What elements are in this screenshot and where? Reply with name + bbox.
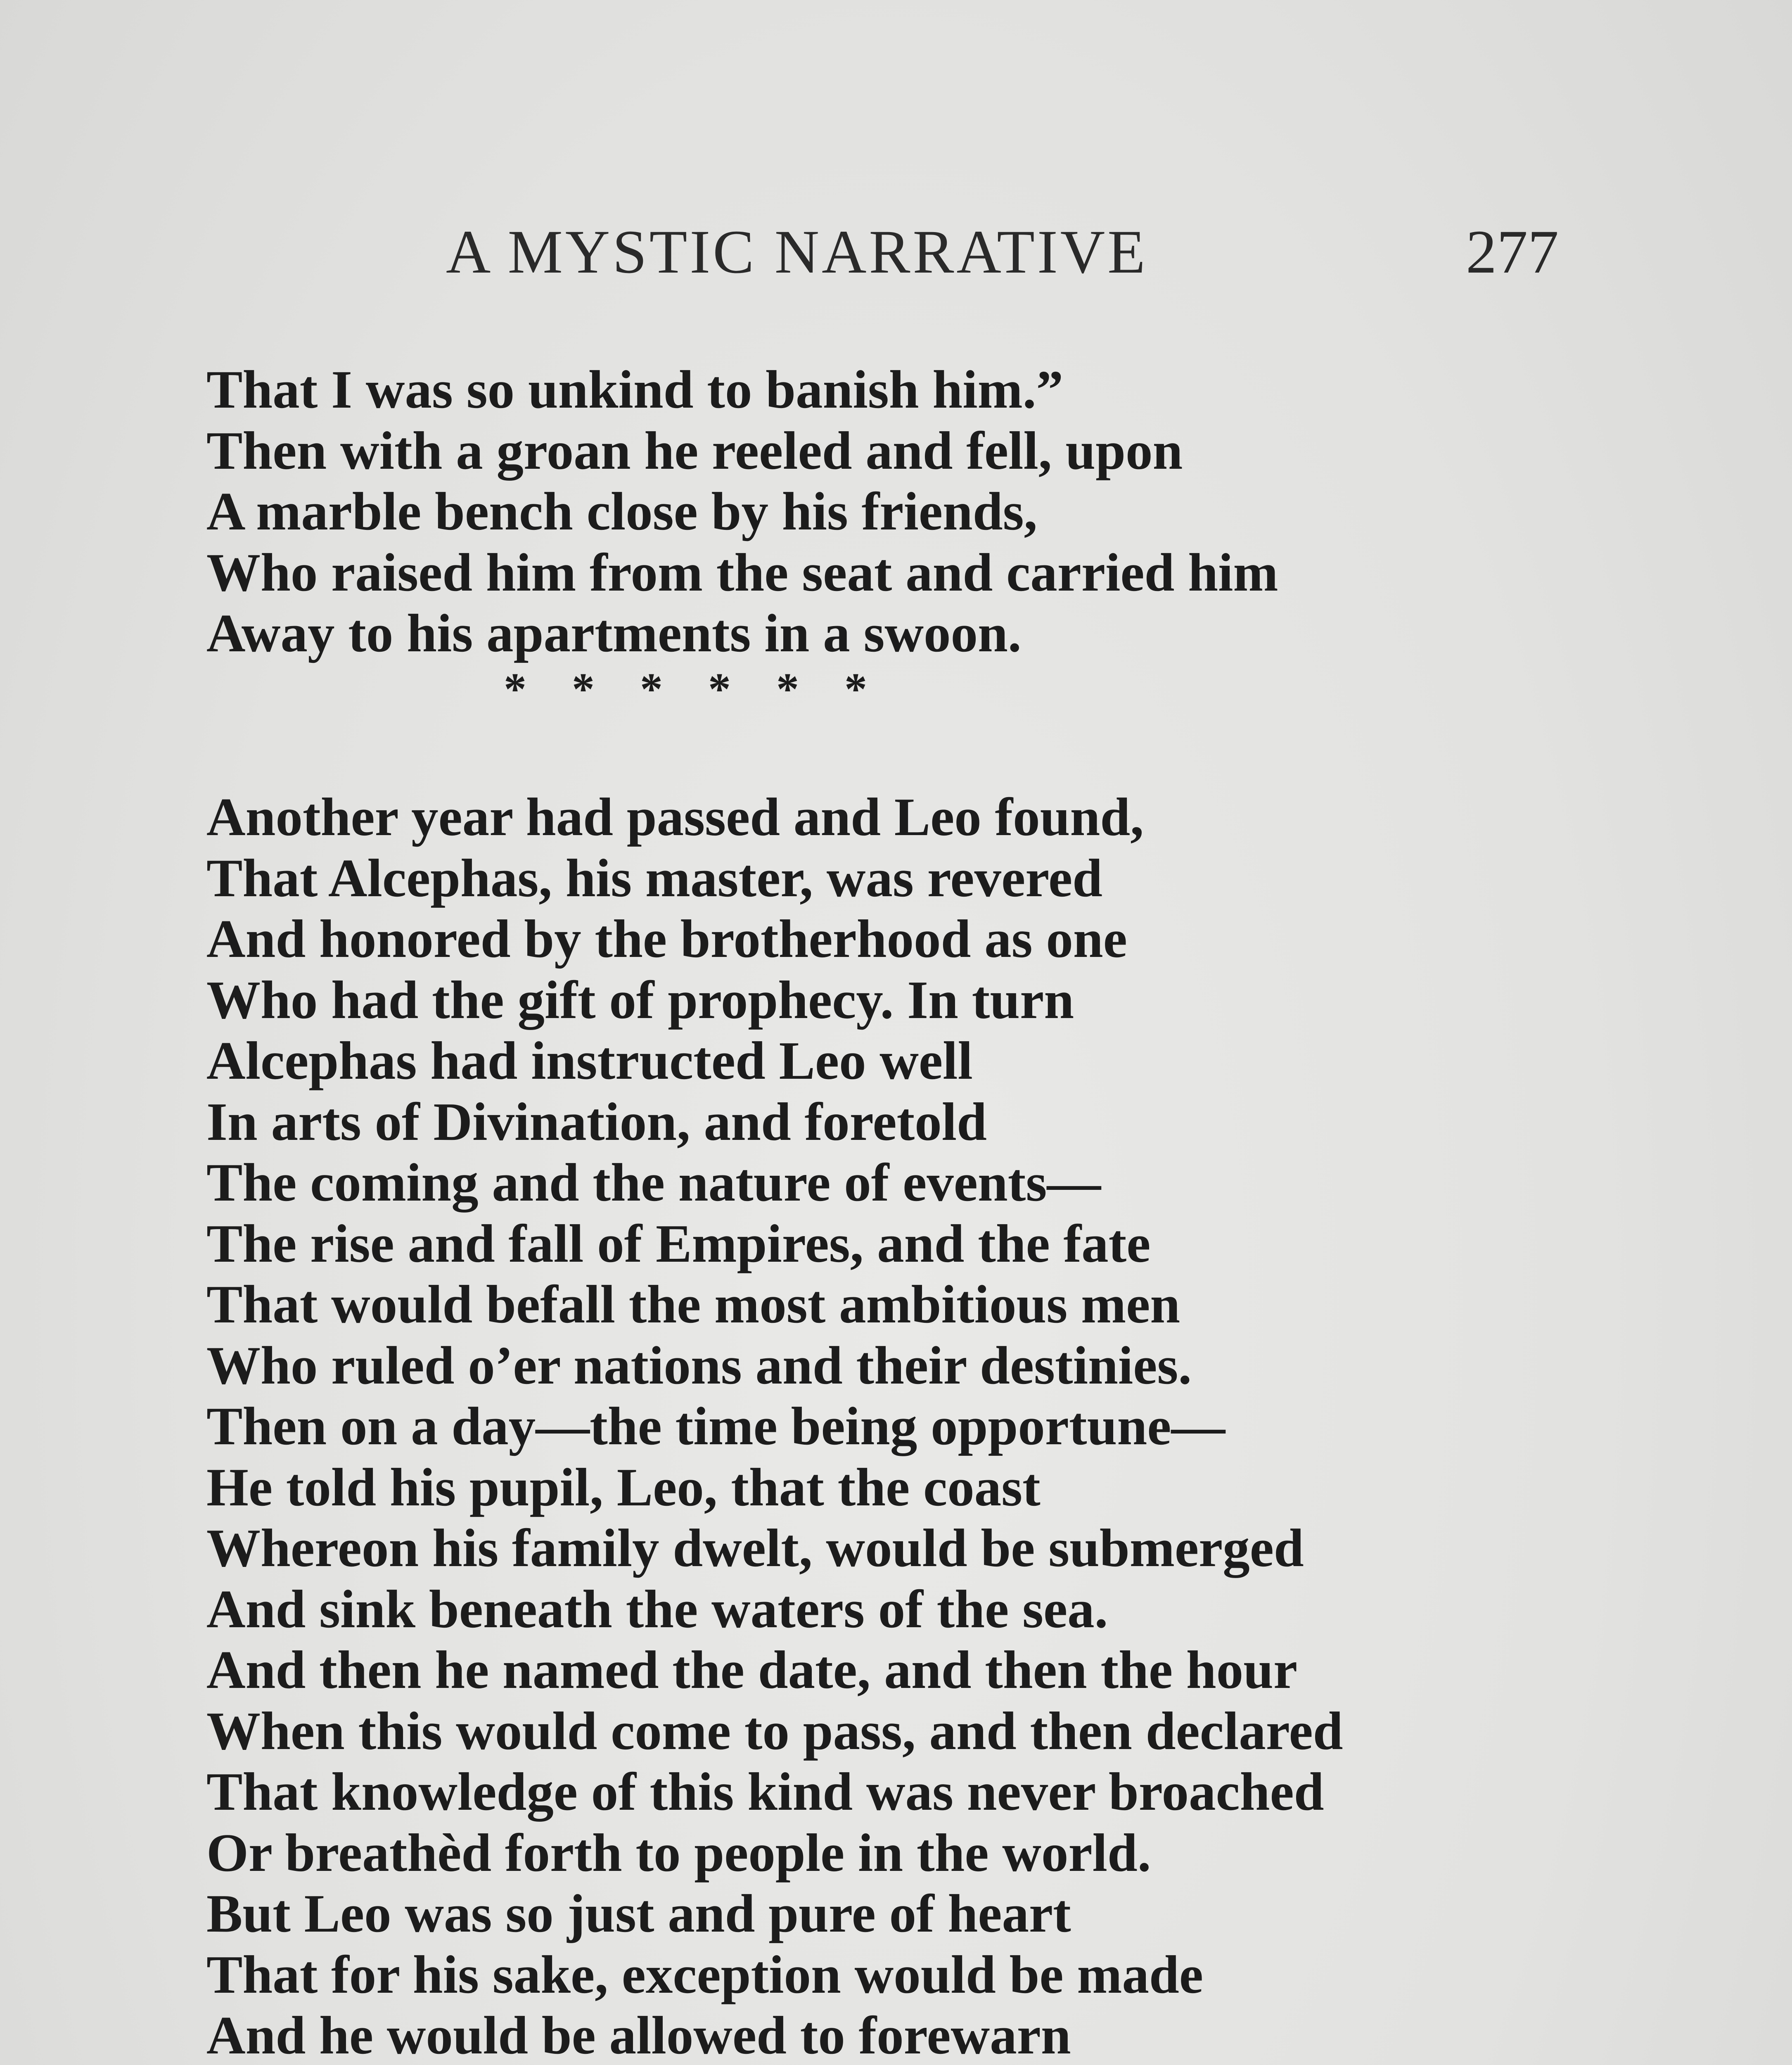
poem-line: Then with a groan he reeled and fell, upon [206, 420, 1183, 481]
poem-line: And then he named the date, and then the hour [206, 1640, 1298, 1700]
stanza-1 [206, 359, 1610, 664]
running-head: A MYSTIC NARRATIVE [446, 218, 1148, 286]
poem-line: A marble bench close by his friends, [206, 482, 1038, 541]
poem-line: That I was so unkind to banish him.” [206, 360, 1064, 420]
poem-line: Another year had passed and Leo found, [206, 787, 1144, 847]
page-header [0, 215, 1792, 289]
poem-line: That would befall the most ambitious men [206, 1275, 1180, 1334]
poem-line: The coming and the nature of events— [206, 1153, 1101, 1213]
poem-line: Who raised him from the seat and carried him [206, 542, 1278, 603]
poem-line: Who had the gift of prophecy. In turn [206, 970, 1074, 1030]
poem-line: But Leo was so just and pure of heart [206, 1884, 1071, 1944]
poem-line: Who ruled o’er nations and their destinies. [206, 1335, 1192, 1396]
poem-line: Away to his apartments in a swoon. [206, 603, 1022, 663]
poem-body [206, 359, 1610, 2065]
poem-line: Alcephas had instructed Leo well [206, 1031, 973, 1091]
page-number: 277 [1466, 218, 1559, 286]
poem-line: And honored by the brotherhood as one [206, 909, 1127, 969]
poem-line: Then on a day—the time being opportune— [206, 1396, 1225, 1456]
poem-line: He told his pupil, Leo, that the coast [206, 1457, 1041, 1517]
stanza-2 [206, 787, 1610, 2065]
poem-line: And he would be allowed to forewarn [206, 2006, 1071, 2065]
poem-line: That knowledge of this kind was never broached [206, 1762, 1324, 1822]
poem-line: And sink beneath the waters of the sea. [206, 1579, 1108, 1639]
poem-line: The rise and fall of Empires, and the fate [206, 1213, 1151, 1274]
poem-line: Whereon his family dwelt, would be submerged [206, 1518, 1304, 1578]
poem-line: That Alcephas, his master, was revered [206, 848, 1103, 908]
poem-line: Or breathèd forth to people in the world. [206, 1823, 1151, 1883]
poem-line: That for his sake, exception would be made [206, 1944, 1203, 2005]
poem-line: When this would come to pass, and then declared [206, 1701, 1343, 1761]
poem-line: In arts of Divination, and foretold [206, 1092, 987, 1152]
section-separator: * * * * * * [504, 663, 867, 714]
stanza-gap [206, 725, 1610, 787]
